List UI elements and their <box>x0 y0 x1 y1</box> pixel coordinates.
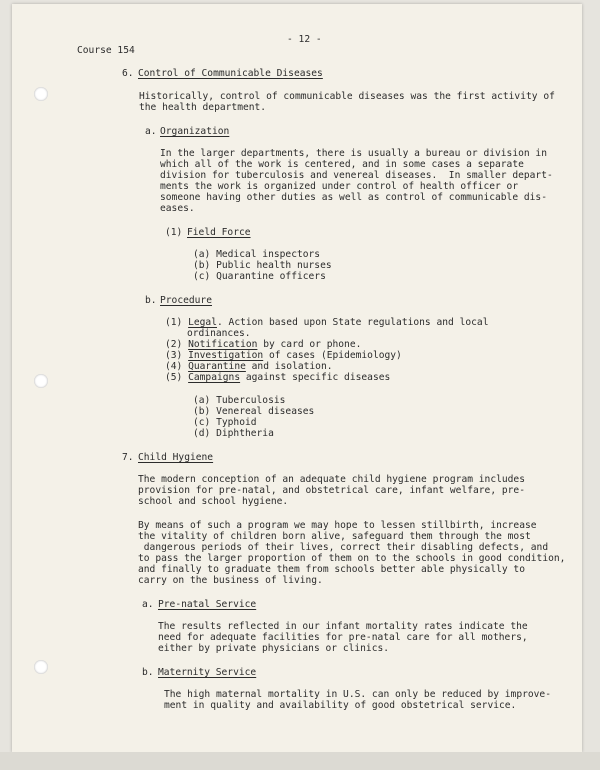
page-number: - 12 - <box>287 34 322 45</box>
subsection-title: Maternity Service <box>158 667 257 678</box>
body-line: Historically, control of communicable diseases was the first activity of <box>139 91 555 102</box>
list-item: (c) Typhoid <box>193 417 257 428</box>
body-line: the health department. <box>139 102 267 113</box>
list-item: (4) Quarantine and isolation. <box>165 361 333 372</box>
subsection-title: Organization <box>160 126 230 137</box>
section-7-title: Child Hygiene <box>138 452 214 463</box>
list-item: (d) Diphtheria <box>193 428 274 439</box>
body-line: eases. <box>160 203 195 214</box>
body-line: ments the work is organized under control of health officer or <box>160 181 519 192</box>
body-line: The modern conception of an adequate child hygiene program includes <box>138 474 525 485</box>
body-line: someone having other duties as well as control of communicable dis- <box>160 192 547 203</box>
body-line: school and school hygiene. <box>138 496 289 507</box>
list-item: (5) Campaigns against specific diseases <box>165 372 391 383</box>
list-item: (b) Venereal diseases <box>193 406 315 417</box>
document-page <box>12 4 582 752</box>
subsection-label: a. <box>142 599 154 610</box>
section-7-number: 7. <box>122 452 134 463</box>
list-item: (c) Quarantine officers <box>193 271 326 282</box>
body-line: ment in quality and availability of good obstetrical service. <box>164 700 517 711</box>
body-line: provision for pre-natal, and obstetrical care, infant welfare, pre- <box>138 485 525 496</box>
subsection-label: a. <box>145 126 157 137</box>
punch-hole <box>34 87 48 101</box>
list-item: (a) Medical inspectors <box>193 249 321 260</box>
item-title: Field Force <box>187 227 251 238</box>
scan-background <box>0 752 600 770</box>
body-line: need for adequate facilities for pre-natal care for all mothers, <box>158 632 528 643</box>
body-line: either by private physicians or clinics. <box>158 643 390 654</box>
list-item: (3) Investigation of cases (Epidemiology) <box>165 350 402 361</box>
list-item: (1) Legal. Action based upon State regulations and local <box>165 317 489 328</box>
body-line: to pass the larger proportion of them on to the schools in good condition, <box>138 553 566 564</box>
course-label: Course 154 <box>77 45 135 56</box>
subsection-label: b. <box>142 667 154 678</box>
list-item: (2) Notification by card or phone. <box>165 339 362 350</box>
punch-hole <box>34 660 48 674</box>
subsection-title: Pre-natal Service <box>158 599 257 610</box>
body-line: carry on the business of living. <box>138 575 323 586</box>
body-line: By means of such a program we may hope to lessen stillbirth, increase <box>138 520 537 531</box>
subsection-label: b. <box>145 295 157 306</box>
body-line: division for tuberculosis and venereal diseases. In smaller depart- <box>160 170 553 181</box>
section-6-title: Control of Communicable Diseases <box>138 68 323 79</box>
body-line: In the larger departments, there is usually a bureau or division in <box>160 148 547 159</box>
list-item: (b) Public health nurses <box>193 260 332 271</box>
item-number: (1) <box>165 227 183 238</box>
list-item-continuation: ordinances. <box>187 328 251 339</box>
body-line: the vitality of children born alive, safeguard them through the most <box>138 531 531 542</box>
body-line: The high maternal mortality in U.S. can only be reduced by improve- <box>164 689 551 700</box>
body-line: The results reflected in our infant mortality rates indicate the <box>158 621 528 632</box>
body-line: dangerous periods of their lives, correct their disabling defects, and <box>138 542 549 553</box>
punch-hole <box>34 374 48 388</box>
body-line: which all of the work is centered, and in some cases a separate <box>160 159 524 170</box>
list-item: (a) Tuberculosis <box>193 395 286 406</box>
body-line: and finally to graduate them from schools better able physically to <box>138 564 525 575</box>
section-6-number: 6. <box>122 68 134 79</box>
subsection-title: Procedure <box>160 295 212 306</box>
